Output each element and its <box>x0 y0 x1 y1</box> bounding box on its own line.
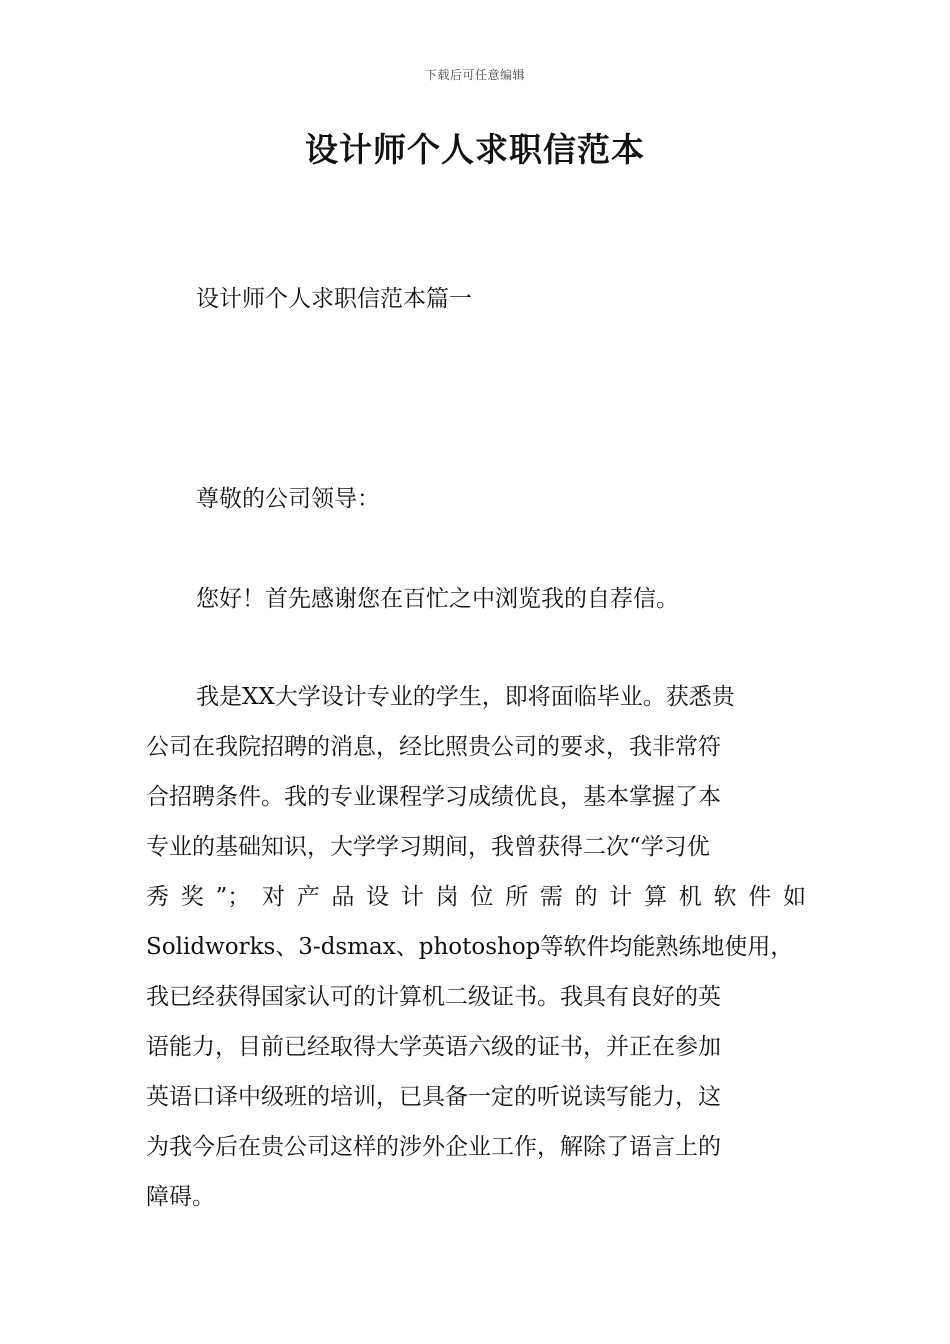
paragraph-line: 我是XX大学设计专业的学生，即将面临毕业。获悉贵 <box>196 684 735 710</box>
paragraph-line: 专业的基础知识，大学学习期间，我曾获得二次“学习优 <box>146 834 710 860</box>
paragraph-line: 秀奖”；对产品设计岗位所需的计算机软件如 <box>146 884 806 910</box>
body-paragraph <box>146 672 806 1222</box>
paragraph-line: 为我今后在贵公司这样的涉外企业工作，解除了语言上的 <box>146 1134 721 1160</box>
paragraph-line: Solidworks、3-dsmax、photoshop等软件均能熟练地使用， <box>146 934 794 960</box>
paragraph-line: 语能力，目前已经取得大学英语六级的证书，并正在参加 <box>146 1034 721 1060</box>
section-heading: 设计师个人求职信范本篇一 <box>196 286 472 312</box>
paragraph-line: 公司在我院招聘的消息，经比照贵公司的要求，我非常符 <box>146 734 721 760</box>
document-title: 设计师个人求职信范本 <box>305 130 645 169</box>
paragraph-line: 障碍。 <box>146 1184 215 1210</box>
paragraph-line: 合招聘条件。我的专业课程学习成绩优良，基本掌握了本 <box>146 784 721 810</box>
greeting: 您好！首先感谢您在百忙之中浏览我的自荐信。 <box>196 586 679 612</box>
paragraph-line: 我已经获得国家认可的计算机二级证书。我具有良好的英 <box>146 984 721 1010</box>
paragraph-line: 英语口译中级班的培训，已具备一定的听说读写能力，这 <box>146 1084 721 1110</box>
header-note: 下载后可任意编辑 <box>424 68 525 82</box>
salutation: 尊敬的公司领导： <box>196 486 380 512</box>
